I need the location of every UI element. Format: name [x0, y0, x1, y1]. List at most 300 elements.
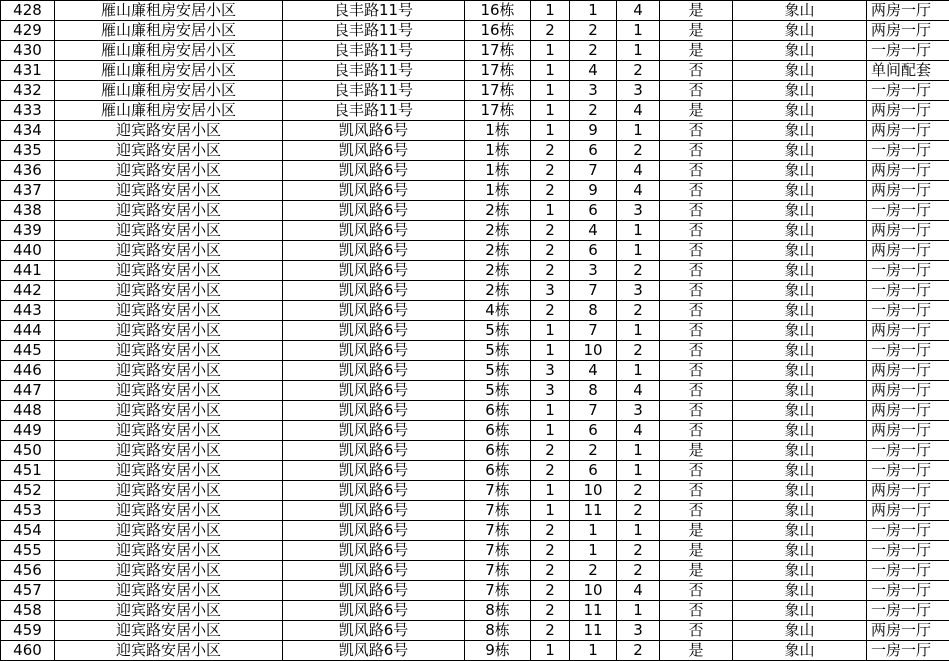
cell-index: 440: [1, 241, 55, 261]
cell-district: 象山: [733, 101, 867, 121]
cell-building: 17栋: [465, 101, 531, 121]
cell-flag: 是: [660, 101, 733, 121]
cell-address: 凯风路6号: [283, 441, 465, 461]
cell-index: 455: [1, 541, 55, 561]
cell-flag: 是: [660, 561, 733, 581]
cell-community: 迎宾路安居小区: [55, 601, 283, 621]
table-row: [1, 541, 949, 561]
cell-flag: 否: [660, 501, 733, 521]
cell-index: 453: [1, 501, 55, 521]
cell-layout: 一房一厅: [867, 441, 949, 461]
cell-district: 象山: [733, 161, 867, 181]
cell-building: 7栋: [465, 521, 531, 541]
cell-address: 良丰路11号: [283, 81, 465, 101]
cell-index: 448: [1, 401, 55, 421]
cell-unit: 2: [531, 221, 570, 241]
cell-layout: 两房一厅: [867, 621, 949, 641]
table-row: [1, 641, 949, 661]
cell-community: 迎宾路安居小区: [55, 541, 283, 561]
cell-index: 434: [1, 121, 55, 141]
cell-room: 1: [617, 41, 660, 61]
cell-district: 象山: [733, 181, 867, 201]
cell-flag: 否: [660, 381, 733, 401]
cell-unit: 1: [531, 641, 570, 661]
cell-flag: 否: [660, 361, 733, 381]
cell-layout: 一房一厅: [867, 341, 949, 361]
cell-unit: 1: [531, 501, 570, 521]
table-row: [1, 501, 949, 521]
table-row: [1, 1, 949, 21]
cell-index: 438: [1, 201, 55, 221]
cell-index: 436: [1, 161, 55, 181]
cell-unit: 2: [531, 241, 570, 261]
cell-address: 凯风路6号: [283, 501, 465, 521]
cell-layout: 一房一厅: [867, 581, 949, 601]
cell-unit: 2: [531, 541, 570, 561]
cell-room: 1: [617, 521, 660, 541]
cell-layout: 两房一厅: [867, 1, 949, 21]
cell-floor: 2: [570, 441, 617, 461]
cell-index: 437: [1, 181, 55, 201]
cell-layout: 一房一厅: [867, 81, 949, 101]
table-body: [1, 1, 949, 661]
cell-index: 449: [1, 421, 55, 441]
cell-district: 象山: [733, 421, 867, 441]
cell-layout: 一房一厅: [867, 561, 949, 581]
cell-unit: 2: [531, 161, 570, 181]
cell-floor: 7: [570, 281, 617, 301]
cell-unit: 2: [531, 621, 570, 641]
cell-index: 428: [1, 1, 55, 21]
cell-unit: 2: [531, 441, 570, 461]
cell-flag: 否: [660, 481, 733, 501]
cell-floor: 11: [570, 601, 617, 621]
cell-floor: 6: [570, 141, 617, 161]
cell-room: 4: [617, 161, 660, 181]
table-row: [1, 561, 949, 581]
table-row: [1, 581, 949, 601]
cell-room: 1: [617, 461, 660, 481]
cell-room: 1: [617, 21, 660, 41]
cell-room: 2: [617, 301, 660, 321]
cell-floor: 9: [570, 181, 617, 201]
cell-floor: 3: [570, 261, 617, 281]
cell-flag: 否: [660, 581, 733, 601]
cell-index: 460: [1, 641, 55, 661]
cell-unit: 2: [531, 581, 570, 601]
cell-floor: 8: [570, 381, 617, 401]
cell-layout: 一房一厅: [867, 301, 949, 321]
cell-address: 凯风路6号: [283, 161, 465, 181]
cell-index: 454: [1, 521, 55, 541]
cell-room: 2: [617, 501, 660, 521]
cell-address: 凯风路6号: [283, 281, 465, 301]
cell-layout: 两房一厅: [867, 21, 949, 41]
cell-floor: 9: [570, 121, 617, 141]
cell-unit: 1: [531, 341, 570, 361]
cell-building: 2栋: [465, 261, 531, 281]
cell-layout: 两房一厅: [867, 421, 949, 441]
cell-unit: 2: [531, 461, 570, 481]
cell-floor: 10: [570, 481, 617, 501]
cell-unit: 1: [531, 481, 570, 501]
cell-room: 2: [617, 341, 660, 361]
cell-community: 迎宾路安居小区: [55, 161, 283, 181]
table-row: [1, 81, 949, 101]
cell-district: 象山: [733, 121, 867, 141]
cell-flag: 是: [660, 1, 733, 21]
cell-unit: 1: [531, 321, 570, 341]
cell-flag: 否: [660, 601, 733, 621]
cell-unit: 1: [531, 201, 570, 221]
cell-unit: 2: [531, 181, 570, 201]
cell-room: 1: [617, 221, 660, 241]
cell-district: 象山: [733, 621, 867, 641]
cell-index: 430: [1, 41, 55, 61]
cell-address: 凯风路6号: [283, 181, 465, 201]
cell-room: 2: [617, 641, 660, 661]
cell-unit: 1: [531, 101, 570, 121]
cell-room: 2: [617, 141, 660, 161]
cell-address: 凯风路6号: [283, 201, 465, 221]
table-row: [1, 381, 949, 401]
cell-community: 迎宾路安居小区: [55, 641, 283, 661]
cell-address: 凯风路6号: [283, 361, 465, 381]
cell-community: 迎宾路安居小区: [55, 441, 283, 461]
cell-building: 16栋: [465, 21, 531, 41]
table-row: [1, 401, 949, 421]
cell-district: 象山: [733, 641, 867, 661]
cell-unit: 1: [531, 1, 570, 21]
cell-community: 迎宾路安居小区: [55, 501, 283, 521]
cell-layout: 两房一厅: [867, 241, 949, 261]
cell-index: 450: [1, 441, 55, 461]
cell-community: 迎宾路安居小区: [55, 561, 283, 581]
table-row: [1, 141, 949, 161]
cell-flag: 否: [660, 221, 733, 241]
cell-flag: 否: [660, 421, 733, 441]
cell-layout: 两房一厅: [867, 161, 949, 181]
cell-flag: 否: [660, 461, 733, 481]
cell-layout: 一房一厅: [867, 141, 949, 161]
table-row: [1, 621, 949, 641]
cell-room: 3: [617, 281, 660, 301]
cell-address: 凯风路6号: [283, 561, 465, 581]
cell-address: 凯风路6号: [283, 601, 465, 621]
cell-index: 458: [1, 601, 55, 621]
cell-address: 凯风路6号: [283, 641, 465, 661]
cell-flag: 否: [660, 621, 733, 641]
cell-flag: 是: [660, 441, 733, 461]
cell-flag: 否: [660, 201, 733, 221]
table-row: [1, 41, 949, 61]
cell-unit: 2: [531, 601, 570, 621]
cell-flag: 否: [660, 61, 733, 81]
cell-district: 象山: [733, 501, 867, 521]
cell-address: 良丰路11号: [283, 1, 465, 21]
table-row: [1, 61, 949, 81]
cell-district: 象山: [733, 241, 867, 261]
cell-room: 2: [617, 561, 660, 581]
cell-floor: 7: [570, 161, 617, 181]
cell-building: 7栋: [465, 561, 531, 581]
cell-district: 象山: [733, 321, 867, 341]
cell-index: 431: [1, 61, 55, 81]
cell-building: 7栋: [465, 481, 531, 501]
cell-floor: 11: [570, 501, 617, 521]
cell-room: 4: [617, 101, 660, 121]
table-row: [1, 441, 949, 461]
cell-community: 迎宾路安居小区: [55, 281, 283, 301]
cell-layout: 单间配套: [867, 61, 949, 81]
cell-floor: 6: [570, 461, 617, 481]
cell-district: 象山: [733, 441, 867, 461]
cell-floor: 11: [570, 621, 617, 641]
cell-unit: 1: [531, 401, 570, 421]
table-row: [1, 181, 949, 201]
cell-address: 凯风路6号: [283, 261, 465, 281]
cell-flag: 否: [660, 121, 733, 141]
cell-flag: 否: [660, 241, 733, 261]
cell-unit: 3: [531, 361, 570, 381]
cell-layout: 两房一厅: [867, 501, 949, 521]
cell-district: 象山: [733, 401, 867, 421]
table-row: [1, 161, 949, 181]
cell-community: 迎宾路安居小区: [55, 301, 283, 321]
cell-floor: 1: [570, 641, 617, 661]
cell-index: 456: [1, 561, 55, 581]
cell-building: 7栋: [465, 541, 531, 561]
cell-address: 凯风路6号: [283, 481, 465, 501]
cell-floor: 1: [570, 541, 617, 561]
cell-flag: 是: [660, 41, 733, 61]
cell-building: 9栋: [465, 641, 531, 661]
cell-floor: 6: [570, 241, 617, 261]
cell-community: 迎宾路安居小区: [55, 261, 283, 281]
cell-building: 7栋: [465, 501, 531, 521]
cell-room: 1: [617, 441, 660, 461]
cell-index: 447: [1, 381, 55, 401]
cell-community: 雁山廉租房安居小区: [55, 81, 283, 101]
cell-unit: 2: [531, 561, 570, 581]
cell-floor: 2: [570, 41, 617, 61]
cell-address: 凯风路6号: [283, 401, 465, 421]
cell-building: 2栋: [465, 221, 531, 241]
cell-flag: 否: [660, 181, 733, 201]
cell-address: 凯风路6号: [283, 121, 465, 141]
cell-district: 象山: [733, 561, 867, 581]
cell-unit: 2: [531, 261, 570, 281]
cell-community: 迎宾路安居小区: [55, 201, 283, 221]
cell-district: 象山: [733, 381, 867, 401]
cell-layout: 两房一厅: [867, 361, 949, 381]
cell-district: 象山: [733, 541, 867, 561]
cell-community: 迎宾路安居小区: [55, 181, 283, 201]
cell-community: 迎宾路安居小区: [55, 401, 283, 421]
cell-community: 雁山廉租房安居小区: [55, 61, 283, 81]
cell-index: 441: [1, 261, 55, 281]
cell-index: 442: [1, 281, 55, 301]
cell-layout: 两房一厅: [867, 481, 949, 501]
cell-district: 象山: [733, 581, 867, 601]
cell-district: 象山: [733, 261, 867, 281]
cell-community: 迎宾路安居小区: [55, 241, 283, 261]
cell-address: 良丰路11号: [283, 41, 465, 61]
cell-building: 1栋: [465, 161, 531, 181]
cell-community: 迎宾路安居小区: [55, 341, 283, 361]
cell-room: 2: [617, 261, 660, 281]
cell-layout: 一房一厅: [867, 541, 949, 561]
cell-building: 5栋: [465, 381, 531, 401]
cell-index: 459: [1, 621, 55, 641]
cell-building: 17栋: [465, 81, 531, 101]
cell-community: 迎宾路安居小区: [55, 121, 283, 141]
cell-district: 象山: [733, 521, 867, 541]
cell-community: 迎宾路安居小区: [55, 321, 283, 341]
cell-address: 凯风路6号: [283, 221, 465, 241]
cell-address: 凯风路6号: [283, 621, 465, 641]
cell-layout: 一房一厅: [867, 41, 949, 61]
cell-unit: 1: [531, 121, 570, 141]
table-row: [1, 241, 949, 261]
cell-room: 2: [617, 481, 660, 501]
cell-address: 良丰路11号: [283, 21, 465, 41]
cell-index: 445: [1, 341, 55, 361]
cell-building: 8栋: [465, 621, 531, 641]
cell-room: 3: [617, 401, 660, 421]
cell-unit: 2: [531, 301, 570, 321]
cell-address: 凯风路6号: [283, 541, 465, 561]
cell-index: 432: [1, 81, 55, 101]
table-row: [1, 281, 949, 301]
cell-unit: 2: [531, 521, 570, 541]
cell-address: 凯风路6号: [283, 381, 465, 401]
cell-district: 象山: [733, 41, 867, 61]
cell-building: 5栋: [465, 321, 531, 341]
cell-address: 凯风路6号: [283, 321, 465, 341]
table-row: [1, 461, 949, 481]
cell-building: 8栋: [465, 601, 531, 621]
cell-floor: 2: [570, 21, 617, 41]
cell-district: 象山: [733, 461, 867, 481]
cell-floor: 6: [570, 201, 617, 221]
table-row: [1, 301, 949, 321]
cell-index: 457: [1, 581, 55, 601]
cell-community: 雁山廉租房安居小区: [55, 41, 283, 61]
cell-flag: 是: [660, 521, 733, 541]
cell-building: 2栋: [465, 281, 531, 301]
cell-district: 象山: [733, 61, 867, 81]
cell-address: 凯风路6号: [283, 421, 465, 441]
cell-building: 5栋: [465, 361, 531, 381]
cell-flag: 否: [660, 81, 733, 101]
cell-flag: 否: [660, 321, 733, 341]
cell-building: 6栋: [465, 401, 531, 421]
cell-community: 迎宾路安居小区: [55, 581, 283, 601]
cell-room: 3: [617, 81, 660, 101]
cell-community: 迎宾路安居小区: [55, 521, 283, 541]
cell-unit: 1: [531, 61, 570, 81]
cell-district: 象山: [733, 361, 867, 381]
cell-district: 象山: [733, 281, 867, 301]
cell-flag: 否: [660, 341, 733, 361]
cell-index: 439: [1, 221, 55, 241]
cell-flag: 否: [660, 401, 733, 421]
cell-index: 451: [1, 461, 55, 481]
cell-floor: 4: [570, 221, 617, 241]
cell-building: 6栋: [465, 441, 531, 461]
cell-layout: 两房一厅: [867, 101, 949, 121]
cell-room: 3: [617, 201, 660, 221]
cell-floor: 1: [570, 521, 617, 541]
cell-building: 6栋: [465, 421, 531, 441]
cell-flag: 否: [660, 161, 733, 181]
cell-community: 迎宾路安居小区: [55, 381, 283, 401]
table-row: [1, 101, 949, 121]
cell-district: 象山: [733, 221, 867, 241]
cell-index: 443: [1, 301, 55, 321]
cell-community: 迎宾路安居小区: [55, 481, 283, 501]
cell-index: 444: [1, 321, 55, 341]
cell-layout: 一房一厅: [867, 281, 949, 301]
cell-district: 象山: [733, 21, 867, 41]
cell-district: 象山: [733, 301, 867, 321]
cell-district: 象山: [733, 481, 867, 501]
cell-address: 凯风路6号: [283, 581, 465, 601]
cell-address: 凯风路6号: [283, 461, 465, 481]
cell-layout: 一房一厅: [867, 641, 949, 661]
cell-floor: 10: [570, 581, 617, 601]
cell-layout: 一房一厅: [867, 461, 949, 481]
cell-building: 1栋: [465, 121, 531, 141]
cell-building: 4栋: [465, 301, 531, 321]
cell-flag: 否: [660, 261, 733, 281]
cell-index: 429: [1, 21, 55, 41]
cell-floor: 4: [570, 361, 617, 381]
cell-unit: 3: [531, 381, 570, 401]
cell-unit: 1: [531, 421, 570, 441]
cell-community: 迎宾路安居小区: [55, 621, 283, 641]
cell-community: 迎宾路安居小区: [55, 461, 283, 481]
cell-floor: 1: [570, 1, 617, 21]
cell-flag: 是: [660, 21, 733, 41]
cell-room: 4: [617, 421, 660, 441]
cell-flag: 否: [660, 301, 733, 321]
cell-building: 16栋: [465, 1, 531, 21]
cell-floor: 2: [570, 101, 617, 121]
cell-room: 4: [617, 181, 660, 201]
cell-room: 1: [617, 361, 660, 381]
table-row: [1, 341, 949, 361]
cell-district: 象山: [733, 341, 867, 361]
cell-building: 1栋: [465, 181, 531, 201]
table-row: [1, 121, 949, 141]
cell-community: 雁山廉租房安居小区: [55, 1, 283, 21]
cell-flag: 是: [660, 541, 733, 561]
cell-address: 凯风路6号: [283, 301, 465, 321]
cell-layout: 两房一厅: [867, 221, 949, 241]
cell-district: 象山: [733, 201, 867, 221]
cell-building: 6栋: [465, 461, 531, 481]
cell-room: 4: [617, 381, 660, 401]
cell-layout: 一房一厅: [867, 201, 949, 221]
cell-unit: 1: [531, 41, 570, 61]
cell-building: 5栋: [465, 341, 531, 361]
cell-address: 凯风路6号: [283, 141, 465, 161]
cell-layout: 两房一厅: [867, 381, 949, 401]
cell-unit: 1: [531, 81, 570, 101]
cell-address: 良丰路11号: [283, 61, 465, 81]
